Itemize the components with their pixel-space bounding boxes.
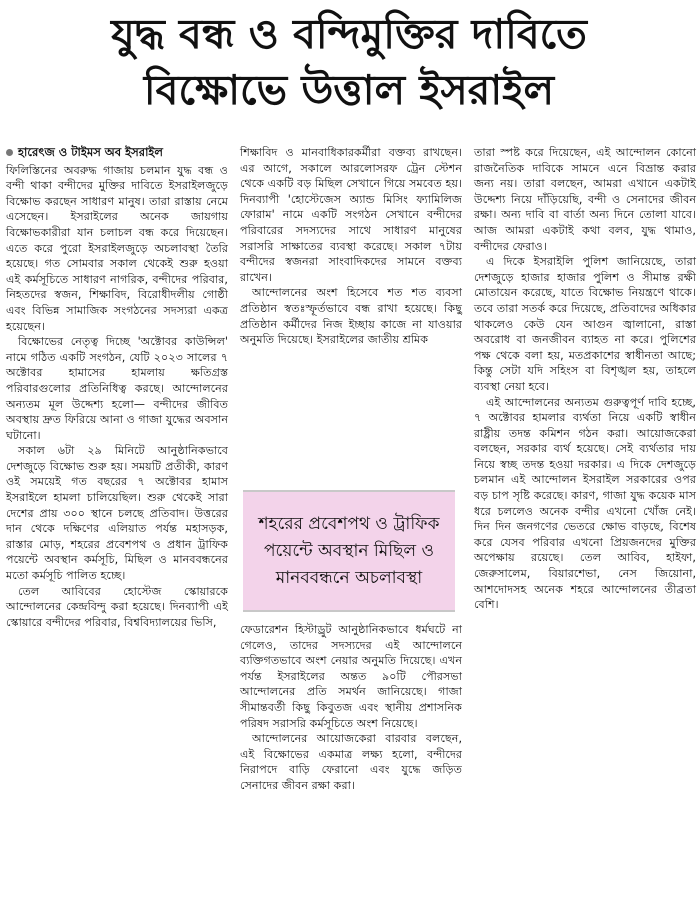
bullet-icon xyxy=(6,149,13,156)
pull-quote-text: শহরের প্রবেশপথ ও ট্রাফিক পয়েন্টে অবস্থান মিছিল ও মানববন্ধনে অচলাবস্থা xyxy=(258,513,440,588)
paragraph: ফেডারেশন হিস্টাড্রুট আনুষ্ঠানিকভাবে ধর্মঘটে না গেলেও, তাদের সদস্যদের এই আন্দোলনে ব্যক্তিগতভাবে অংশ নেয়ার অনুমতি দিয়েছে। এখন পর্যন্ত ইসরাইলের অন্তত ৯০টি পৌরসভা আন্দোলনের প্রতি সমর্থন জানিয়েছে। গাজা সীমান্তবর্তী কিছু কিবুতজ এবং স্থানীয় প্রশাসনিক পরিষদ সরাসরি কর্মসূচিতে অংশ নিয়েছে। xyxy=(240,623,462,730)
byline-text: হারেৎজ ও টাইমস অব ইসরাইল xyxy=(18,145,163,159)
paragraph: আন্দোলনের অংশ হিসেবে শত শত ব্যবসা প্রতিষ্ঠান স্বতঃস্ফূর্তভাবে বন্ধ রাখা হয়েছে। কিছু প্রতিষ্ঠান কর্মীদের নিজ ইচ্ছায় কাজে না যাওয়ার অনুমতি দিয়েছে। ইসরাইলের জাতীয় শ্রমিক xyxy=(240,286,462,347)
headline-line-2: বিক্ষোভে উত্তাল ইসরাইল xyxy=(143,66,555,114)
paragraph: সকাল ৬টা ২৯ মিনিটে আনুষ্ঠানিকভাবে দেশজুড়ে বিক্ষোভ শুরু হয়। সময়টি প্রতীকী, কারণ ওই সময়েই গত বছরের ৭ অক্টোবর হামাস ইসরাইলে হামলা চালিয়েছিল। শুরু থেকেই সারা দেশের প্রায় ৩০০ স্থানে চলছে প্রতিবাদ। উত্তরের দান থেকে দক্ষিণের এলিয়াত পর্যন্ত মহাসড়ক, রাস্তার মোড়, শহরের প্রবেশপথ ও প্রধান ট্রাফিক পয়েন্টে অবস্থান কর্মসূচি, মিছিল ও মানববন্ধনের মতো কর্মসূচি পালিত হচ্ছে। xyxy=(6,444,228,583)
paragraph: তেল আবিবের হোস্টেজ স্কোয়ারকে আন্দোলনের কেন্দ্রবিন্দু করা হয়েছে। দিনব্যাপী এই স্কোয়ারে বন্দীদের পরিবার, বিশ্ববিদ্যালয়ের ভিসি, xyxy=(6,584,228,629)
pull-quote xyxy=(243,490,455,612)
headline xyxy=(0,6,698,118)
paragraph: আন্দোলনের আয়োজকেরা বারবার বলছেন, এই বিক্ষোভের একমাত্র লক্ষ্য হলো, বন্দীদের নিরাপদে বাড়ি ফেরানো এবং যুদ্ধে জড়িত সেনাদের জীবন রক্ষা করা। xyxy=(240,732,462,792)
paragraph: এই আন্দোলনের অন্যতম গুরুত্বপূর্ণ দাবি হচ্ছে, ৭ অক্টোবর হামলার ব্যর্থতা নিয়ে একটি স্বাধীন রাষ্ট্রীয় তদন্ত কমিশন গঠন করা। আয়োজকেরা বলছেন, সরকার ব্যর্থ হয়েছে। সেই ব্যর্থতার দায় নিয়ে স্বচ্ছ তদন্ত হওয়া দরকার। এ দিকে দেশজুড়ে চলমান এই আন্দোলন ইসরাইল সরকারের ওপর বড় চাপ সৃষ্টি করেছে। কারণ, গাজা যুদ্ধ কয়েক মাস ধরে চললেও অনেক বন্দীর এখনো খোঁজ নেই। দিন দিন জনগণের ভেতরে ক্ষোভ বাড়ছে, বিশেষ করে যেসব পরিবার এখনো প্রিয়জনদের মুক্তির অপেক্ষায় রয়েছে। তেল আবিব, হাইফা, জেরুসালেম, বিয়ারশেভা, নেস জিয়োনা, আশদোদসহ অনেক শহরে আন্দোলনের তীব্রতা বেশি। xyxy=(474,395,696,612)
byline xyxy=(6,145,228,161)
paragraph: শিক্ষাবিদ ও মানবাধিকারকর্মীরা বক্তব্য রাখছেন। এর আগে, সকালে আরলোসরফ ট্রেন স্টেশন থেকে একটি বড় মিছিল সেখানে গিয়ে সমবেত হয়। দিনব্যাপী 'হোস্টেজেস অ্যান্ড মিসিং ফ্যামিলিজ ফোরাম' নামে একটি সংগঠন সেখানে বন্দীদের পরিবারের সদস্যদের সাথে সাধারণ মানুষের সরাসরি সাক্ষাতের ব্যবস্থা করেছে। সকাল ৭টায় বন্দীদের স্বজনরা সাংবাদিকদের সামনে বক্তব্য রাখেন। xyxy=(240,146,462,284)
paragraph: এ দিকে ইসরাইলি পুলিশ জানিয়েছে, তারা দেশজুড়ে হাজার হাজার পুলিশ ও সীমান্ত রক্ষী মোতায়েন করেছে, যাতে বিক্ষোভ নিয়ন্ত্রণে থাকে। তবে তারা সতর্ক করে দিয়েছে, প্রতিবাদের অধিকার থাকলেও কেউ যেন আগুন জ্বালানো, রাস্তা অবরোধ বা জনজীবন ব্যাহত না করে। পুলিশের পক্ষ থেকে বলা হয়, মতপ্রকাশের স্বাধীনতা আছে; কিন্তু সেটা যদি সহিংস বা বিশৃঙ্খল হয়, তাহলে ব্যবস্থা নেয়া হবে। xyxy=(474,255,696,393)
article-column-1 xyxy=(6,145,228,630)
article-column-2-top xyxy=(240,145,462,348)
paragraph: তারা স্পষ্ট করে দিয়েছেন, এই আন্দোলন কোনো রাজনৈতিক দাবিকে সামনে এনে বিভ্রান্ত করার জন্য নয়। তারা বলছেন, আমরা এখানে একটাই উদ্দেশ্য নিয়ে দাঁড়িয়েছি, বন্দী ও সেনাদের জীবন রক্ষা। অন্য দাবি বা বার্তা অন্য দিনে তোলা যাবে। আজ আমরা একটাই কথা বলব, যুদ্ধ থামাও, বন্দীদের ফেরাও। xyxy=(474,146,696,253)
paragraph: ফিলিস্তিনের অবরুদ্ধ গাজায় চলমান যুদ্ধ বন্ধ ও বন্দী থাকা বন্দীদের মুক্তির দাবিতে ইসরাইলজুড়ে বিক্ষোভ করছেন সাধারণ মানুষ। তারা রাস্তায় নেমে এসেছেন। ইসরাইলের অনেক জায়গায় বিক্ষোভকারীরা যান চলাচল বন্ধ করে দিয়েছেন। এতে করে পুরো ইসরাইলজুড়ে অচলাবস্থা তৈরি হয়েছে। গত সোমবার সকাল থেকেই শুরু হওয়া এই কর্মসূচিতে সাধারণ নাগরিক, বন্দীদের পরিবার, নিহতদের স্বজন, শিক্ষাবিদ, বিরোধীদলীয় গোষ্ঠী এবং বিভিন্ন সামাজিক সংগঠনের সদস্যরা একত্র হয়েছেন। xyxy=(6,163,228,333)
paragraph: বিক্ষোভের নেতৃত্ব দিচ্ছে 'অক্টোবর কাউন্সিল' নামে গঠিত একটি সংগঠন, যেটি ২০২৩ সালের ৭ অক্টোবর হামাসের হামলায় ক্ষতিগ্রস্ত পরিবারগুলোর প্রতিনিধিত্ব করছে। আন্দোলনের অন্যতম মূল উদ্দেশ্য হলো— বন্দীদের জীবিত অবস্থায় দ্রুত ফিরিয়ে আনা ও গাজা যুদ্ধের অবসান ঘটানো। xyxy=(6,335,228,442)
headline-line-1: যুদ্ধ বন্ধ ও বন্দিমুক্তির দাবিতে xyxy=(111,10,587,58)
article-column-3 xyxy=(474,145,696,613)
article-column-2-bottom xyxy=(240,622,462,794)
